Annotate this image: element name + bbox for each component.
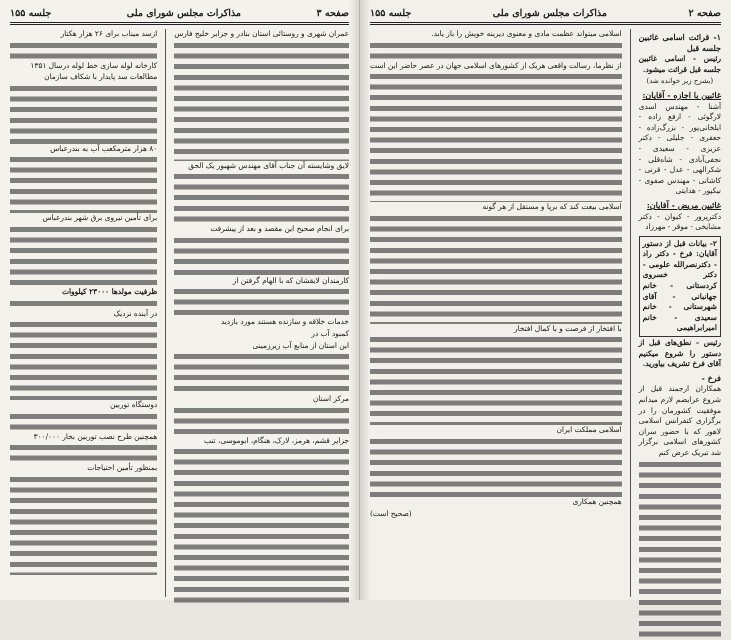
paragraph: از نظرما، رسالت واقعی هریک از کشورهای اسلامی جهان در عصر حاضر این است bbox=[370, 60, 622, 70]
paragraph: کارخانه لوله سازی خط لوله درسال ۱۳۵۱ bbox=[30, 60, 158, 70]
right-page-header bbox=[370, 6, 721, 20]
column-divider bbox=[165, 29, 166, 597]
left-page-title: مذاکرات مجلس شورای ملی bbox=[126, 7, 241, 19]
paragraph: دوستگاه توربین bbox=[110, 400, 158, 410]
paragraph: اسلامی بیعت کند که برپا و مستقل از هر گونه bbox=[482, 202, 622, 212]
paragraph: با افتخار از فرصت و با کمال افتخار bbox=[514, 323, 622, 333]
left-page-columns bbox=[10, 29, 349, 597]
speaker-line: رئیس - نطق‌های قبل از دستور را شروع میکنیم آقای فرخ تشریف بیاورید. bbox=[638, 338, 721, 369]
paragraph: ظرفیت مولدها ۲۳۰۰۰ کیلووات bbox=[61, 286, 158, 296]
paragraph: مرکز استان bbox=[312, 394, 349, 404]
absent-sick-names: دکترپرور - کیوان - دکتر مشایخی - موقر - مهرزاد bbox=[638, 211, 721, 232]
paragraph: ۸۰ هزار مترمکعب آب به بندرعباس bbox=[50, 143, 158, 153]
text-block bbox=[174, 236, 349, 276]
applause-note: (صحیح است) bbox=[370, 508, 412, 518]
text-block bbox=[174, 447, 349, 607]
text-block bbox=[10, 155, 157, 213]
text-block bbox=[370, 72, 622, 202]
paragraph: جزایر قشم، هرمز، لارک، هنگام، ابوموسی، تنب bbox=[204, 435, 349, 445]
paragraph: اسلامی مملکت ایران bbox=[556, 425, 622, 435]
paragraph: عمران شهری و روستائی استان بنادر و جزایر خلیج فارس bbox=[174, 29, 349, 38]
right-page-columns bbox=[370, 29, 721, 597]
paragraph: خدمات خلاقه و سازنده هستند مورد بازدید bbox=[220, 317, 349, 327]
page-gutter-shadow bbox=[360, 0, 370, 600]
left-page-column-right bbox=[174, 29, 349, 597]
paragraph: بمنظور تأمین احتیاجات bbox=[87, 463, 158, 473]
paragraph: لایق وشایسته آن جناب آقای مهندس شهبور یک الحق bbox=[188, 160, 349, 170]
paragraph: همچنین طرح نصب توربین بخار ۳۰۰/۰۰۰ bbox=[33, 431, 158, 441]
right-page-column-right bbox=[639, 29, 721, 597]
note: (بشرح زیر خوانده شد) bbox=[646, 77, 714, 86]
paragraph: کارمندان لایقشان که با الهام گرفتن از bbox=[232, 275, 349, 285]
left-page-number: صفحه ۳ bbox=[316, 7, 349, 19]
text-block bbox=[10, 299, 157, 309]
absent-permitted-label: غائبین با اجازه - آقایان: bbox=[642, 89, 721, 100]
right-header-rule bbox=[370, 22, 721, 25]
agenda-item-2: ۲- بیانات قبل از دستور آقایان: فرخ - دکتر راد - دکترنصرالله علومی - دکتر خسروی کردستانی - خانم جهانبانی - آقای شهرستانی - خانم سعیدی - خانم امیرابراهیمی bbox=[639, 236, 721, 337]
paragraph: ازسد میناب برای ۲۶ هزار هکتار bbox=[60, 29, 158, 38]
paragraph: مطالعات سد پایدار با شکاف سازمان bbox=[44, 72, 158, 82]
paragraph: اسلامی میتواند عظمت مادی و معنوی دیرینه خویش را باز یابد. bbox=[431, 29, 622, 38]
text-block bbox=[370, 335, 622, 425]
text-block bbox=[174, 352, 349, 394]
left-page-column-left bbox=[10, 29, 157, 597]
speaker-line: رئیس - اسامی غائبین جلسه قبل قرائت میشود. bbox=[638, 54, 721, 74]
absent-permitted-names: آشنا - مهندس اسدی لارگوئی - ارفع زاده - ایلخانی‌پور - بزرگ‌زاده - جعفری - جلیلی - دکتر عزیزی - سعیدی - نجفی‌آبادی - شاه‌قلی - شکرالهی - عدل - قرنی - کاشانی - مهندس صفوی - نیکپور - هدایتی bbox=[638, 101, 721, 196]
text-block bbox=[10, 320, 157, 400]
right-page-column-left bbox=[370, 29, 622, 597]
right-page-session: جلسه ۱۵۵ bbox=[370, 7, 412, 19]
right-page-number: صفحه ۲ bbox=[688, 7, 721, 19]
text-block bbox=[174, 41, 349, 161]
left-page bbox=[0, 0, 360, 600]
paragraph: برای انجام صحیح این مقصد و بعد از پیشرفت bbox=[210, 224, 349, 234]
text-block bbox=[370, 41, 622, 61]
speaker-name: فرخ - bbox=[701, 372, 721, 383]
page-gutter-shadow bbox=[349, 0, 359, 600]
left-page-header bbox=[10, 6, 349, 20]
text-block bbox=[10, 443, 157, 463]
text-block bbox=[370, 437, 622, 497]
left-header-rule bbox=[10, 22, 349, 25]
text-block bbox=[10, 412, 157, 432]
left-page-session: جلسه ۱۵۵ bbox=[10, 7, 52, 19]
paragraph: این استان از منابع آب زیرزمینی bbox=[252, 340, 349, 350]
text-block bbox=[10, 84, 157, 144]
absent-sick-label: غائبین مریض - آقایان: bbox=[646, 199, 721, 210]
paragraph: برای تأمین نیروی برق شهر بندرعباس bbox=[42, 213, 158, 223]
right-page bbox=[360, 0, 731, 600]
text-block bbox=[370, 214, 622, 324]
text-block bbox=[10, 225, 157, 287]
text-block bbox=[174, 287, 349, 317]
column-divider bbox=[630, 29, 631, 597]
paragraph: کمبود آب در bbox=[311, 328, 349, 338]
paragraph: همچنین همکاری bbox=[572, 496, 622, 506]
paragraph: در آینده نزدیک bbox=[113, 308, 158, 318]
agenda-item-1: ۱- قرائت اسامی غائبین جلسه قبل bbox=[638, 32, 721, 53]
speech-text: همکاران ارجمند قبل از شروع عرایضم لازم میدانم موفقیت کشورمان را در برگزاری کنفرانس اسلامی لاهور که با حضور سران کشورهای اسلامی برگزار شد تبریک عرض کنم bbox=[638, 384, 721, 457]
text-block bbox=[10, 475, 157, 575]
text-block bbox=[174, 406, 349, 436]
right-page-title: مذاکرات مجلس شورای ملی bbox=[492, 7, 607, 19]
text-block bbox=[639, 460, 721, 640]
text-block bbox=[10, 41, 157, 61]
text-block bbox=[174, 172, 349, 224]
